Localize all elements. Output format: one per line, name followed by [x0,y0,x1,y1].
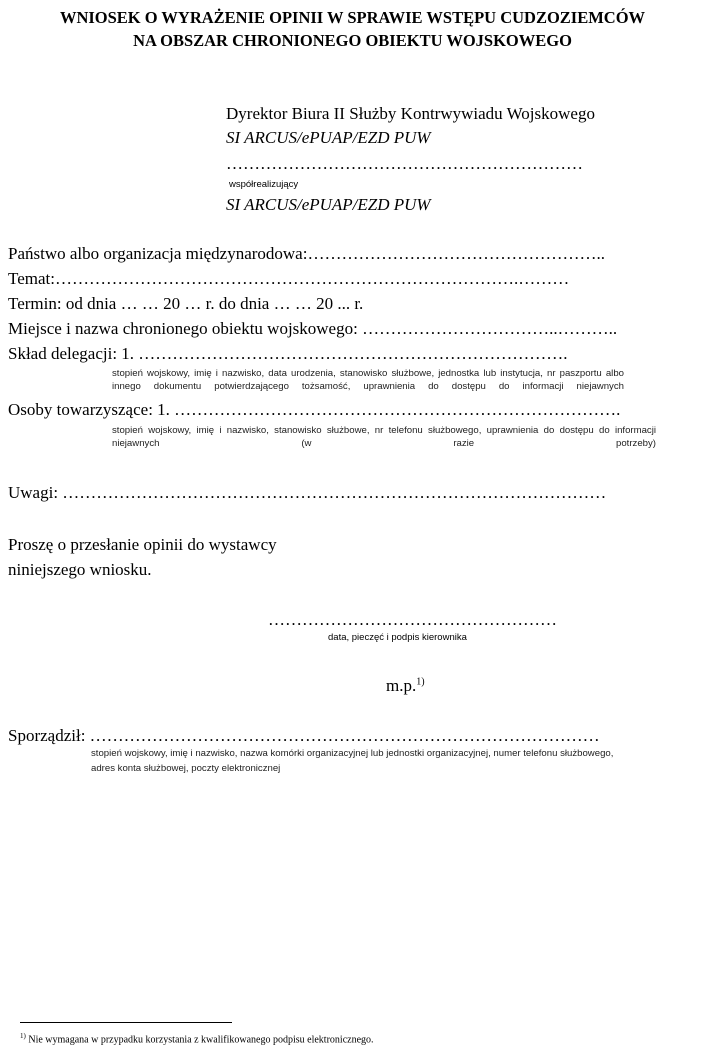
cooperating-label: współrealizujący [229,179,299,190]
signature-label: data, pieczęć i podpis kierownika [328,632,467,643]
addressee-dots: ……………………………………………………… [226,154,583,173]
footnote [20,1032,374,1045]
addressee-channel-2: SI ARCUS/ePUAP/EZD PUW [226,195,431,214]
footnote-mark: 1) [20,1032,26,1040]
request-line-2: niniejszego wniosku. [8,560,152,579]
prepared-by-hint-line-2: adres konta służbowej, poczty elektronicznej [91,763,281,774]
companions-hint: stopień wojskowy, imię i nazwisko, stanowisko służbowe, nr telefonu służbowego, uprawnienia do dostępu do informacji niejawnych (w razie potrzeby) [112,425,656,449]
addressee-director: Dyrektor Biura II Służby Kontrwywiadu Wojskowego [226,104,595,123]
prepared-by-field: Sporządził: ……………………………………………………………………………… [8,726,600,745]
topic-field: Temat:……………………………………………………………………….……… [8,269,570,288]
signature-dots: …………………………………………… [268,610,557,629]
page-title-line-1: WNIOSEK O WYRAŻENIE OPINII W SPRAWIE WSTĘPU CUDZOZIEMCÓW [59,8,646,27]
country-field: Państwo albo organizacja międzynarodowa:…………………………………………….. [8,244,605,263]
footnote-text: Nie wymagana w przypadku korzystania z kwalifikowanego podpisu elektronicznego. [25,1034,374,1046]
seal-mark-text: m.p. [386,676,417,695]
seal-footnote-ref: 1) [416,676,425,688]
delegation-field: Skład delegacji: 1. …………………………………………………………………. [8,344,568,363]
term-field: Termin: od dnia … … 20 … r. do dnia … … 20 ... r. [8,294,364,313]
delegation-hint: stopień wojskowy, imię i nazwisko, data urodzenia, stanowisko służbowe, jednostka lub instytucja, nr paszportu albo innego dokumentu potwierdzającego tożsamość, uprawnienia do dostępu do informacji niejawnych [112,368,624,392]
page-title-line-2: NA OBSZAR CHRONIONEGO OBIEKTU WOJSKOWEGO [133,31,572,50]
remarks-field: Uwagi: …………………………………………………………………………………… [8,483,607,502]
prepared-by-hint-line-1: stopień wojskowy, imię i nazwisko, nazwa komórki organizacyjnej lub jednostki organizacyjnej, numer telefonu służbowego, [91,748,614,759]
companions-field: Osoby towarzyszące: 1. ……………………………………………………………………. [8,400,621,419]
addressee-channel-1: SI ARCUS/ePUAP/EZD PUW [226,128,431,147]
footnote-divider [20,1022,232,1023]
request-line-1: Proszę o przesłanie opinii do wystawcy [8,535,277,554]
place-field: Miejsce i nazwa chronionego obiektu wojskowego: ……………………………..……….. [8,319,618,338]
seal-mark [386,676,425,696]
